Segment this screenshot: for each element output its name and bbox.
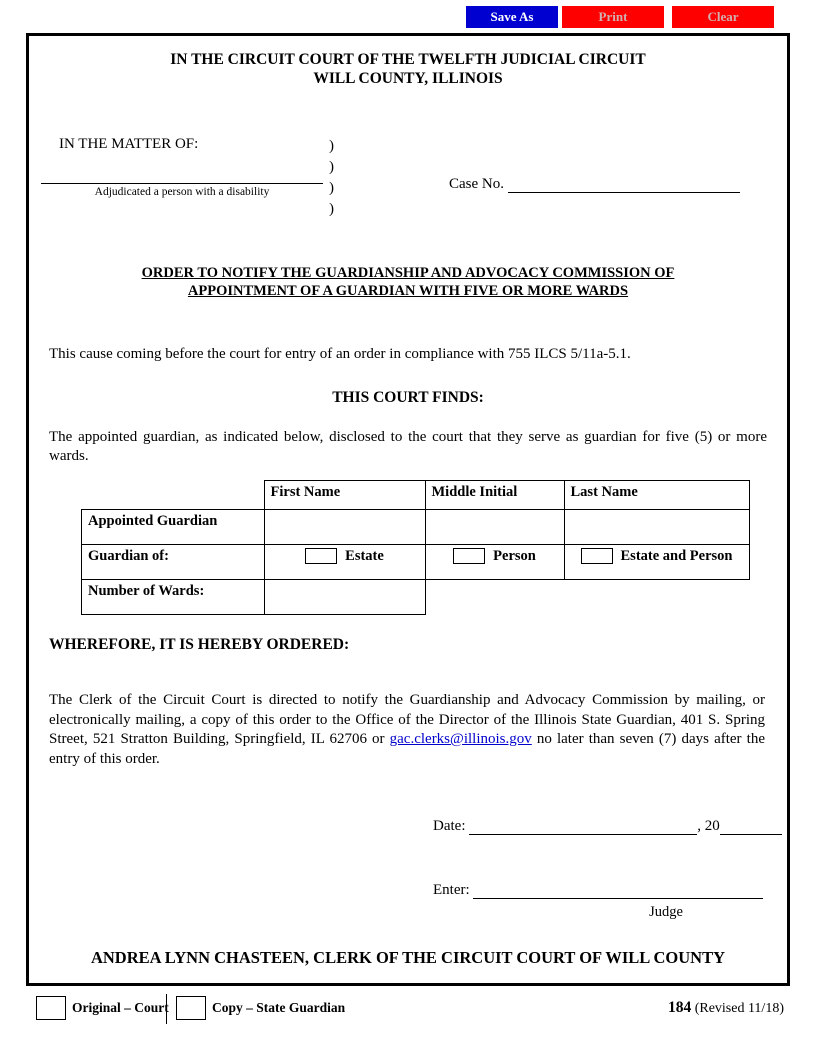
cause-paragraph: This cause coming before the court for entry of an order in compliance with 755 ILCS 5/11a-5.1. (49, 346, 631, 362)
form-action-toolbar (0, 6, 816, 30)
table-row-guardian-of (82, 544, 750, 579)
checkbox-cell-person[interactable] (425, 544, 564, 579)
paren-2: ) (329, 159, 334, 175)
footer-divider (166, 994, 167, 1024)
table-row-appointed-guardian (82, 509, 750, 544)
checkbox-estate-label: Estate (345, 547, 384, 564)
clear-button[interactable]: Clear (672, 6, 774, 28)
table-header-blank (82, 481, 265, 510)
copies-footer (26, 994, 790, 1024)
case-number-label: Case No. (449, 176, 504, 192)
form-revision (668, 999, 784, 1017)
print-button[interactable]: Print (562, 6, 664, 28)
court-heading (29, 50, 787, 88)
empty-cell-2 (564, 579, 749, 614)
order-title (29, 264, 787, 300)
clerk-directive-part2: no later than seven (7) days after the entry of this order. (49, 731, 765, 767)
form-number: 184 (667, 999, 692, 1016)
row-label-guardian-of: Guardian of: (82, 544, 265, 579)
clerk-directive-paragraph (49, 691, 765, 769)
disclosure-paragraph: The appointed guardian, as indicated below, disclosed to the court that they serve as guardian for five (5) or more wards. (49, 429, 767, 464)
input-guardian-last-name[interactable] (564, 509, 749, 544)
date-label: Date: (433, 818, 466, 834)
court-heading-line1: IN THE CIRCUIT COURT OF THE TWELFTH JUDICIAL CIRCUIT (170, 51, 646, 68)
input-number-of-wards[interactable] (264, 579, 425, 614)
clerk-of-court-footer: ANDREA LYNN CHASTEEN, CLERK OF THE CIRCUIT COURT OF WILL COUNTY (90, 948, 726, 967)
document-page (26, 33, 790, 986)
party-name-caption: Adjudicated a person with a disability (94, 186, 270, 198)
input-guardian-middle-initial[interactable] (425, 509, 564, 544)
table-row-number-of-wards (82, 579, 750, 614)
order-title-line1: ORDER TO NOTIFY THE GUARDIANSHIP AND ADVOCACY COMMISSION OF (141, 265, 675, 281)
input-guardian-first-name[interactable] (264, 509, 425, 544)
case-number-row (449, 176, 740, 193)
label-copy-state-guardian: Copy – State Guardian (212, 1000, 346, 1015)
gac-email-link[interactable]: gac.clerks@illinois.gov (389, 731, 532, 747)
table-header-row (82, 481, 750, 510)
case-number-input[interactable] (508, 178, 740, 193)
paren-1: ) (329, 138, 334, 154)
table-header-last-name: Last Name (564, 481, 749, 510)
order-title-line2: APPOINTMENT OF A GUARDIAN WITH FIVE OR MORE WARDS (187, 283, 629, 299)
date-input[interactable] (469, 820, 697, 835)
row-label-number-of-wards: Number of Wards: (82, 579, 265, 614)
paren-4: ) (329, 201, 334, 217)
row-label-appointed-guardian: Appointed Guardian (82, 509, 265, 544)
revision-date: (Revised 11/18) (694, 1001, 784, 1016)
checkbox-person-label: Person (493, 547, 536, 564)
clerk-directive-part1: The Clerk of the Circuit Court is directed to notify the Guardianship and Advocacy Commission by mailing, or electronically mailing, a copy of this order to the Office of the Director of the Illinois State Guardian, 401 S. Spring Street, 521 Stratton Building, Springfield, IL 62706 or (49, 692, 765, 747)
label-original-court: Original – Court (72, 1000, 169, 1015)
checkbox-estate[interactable] (305, 548, 337, 564)
checkbox-person[interactable] (453, 548, 485, 564)
guardian-table (81, 480, 750, 615)
this-court-finds-heading: THIS COURT FINDS: (332, 389, 484, 406)
checkbox-copy-state-guardian[interactable] (176, 996, 206, 1020)
year-prefix: , 20 (697, 818, 720, 834)
enter-row (433, 882, 763, 899)
checkbox-estate-and-person-label: Estate and Person (620, 547, 733, 564)
in-the-matter-of-label: IN THE MATTER OF: (59, 136, 199, 152)
table-header-middle-initial: Middle Initial (425, 481, 564, 510)
table-header-first-name: First Name (264, 481, 425, 510)
checkbox-cell-estate-and-person[interactable] (564, 544, 749, 579)
checkbox-estate-and-person[interactable] (581, 548, 613, 564)
court-heading-line2: WILL COUNTY, ILLINOIS (313, 70, 503, 87)
checkbox-cell-estate[interactable] (264, 544, 425, 579)
judge-signature-line[interactable] (473, 884, 763, 899)
judge-label: Judge (649, 904, 683, 920)
checkbox-original-court[interactable] (36, 996, 66, 1020)
empty-cell-1 (425, 579, 564, 614)
party-name-field[interactable] (41, 182, 323, 184)
wherefore-heading: WHEREFORE, IT IS HEREBY ORDERED: (49, 636, 350, 653)
date-row (433, 818, 782, 835)
enter-label: Enter: (433, 882, 470, 898)
year-input[interactable] (720, 820, 782, 835)
paren-3: ) (329, 180, 334, 196)
caption-parenthesis-column (329, 136, 334, 220)
save-as-button[interactable]: Save As (466, 6, 558, 28)
